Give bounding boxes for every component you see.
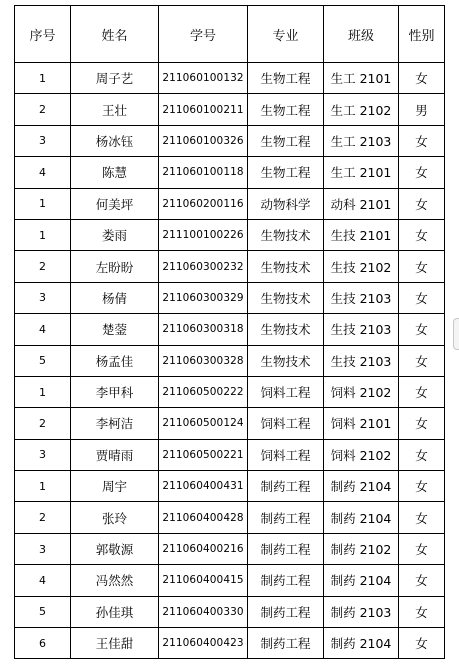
table-row xyxy=(15,188,445,219)
cell-gender: 女 xyxy=(399,345,445,376)
cell-index: 3 xyxy=(15,282,71,313)
cell-class: 生技 2101 xyxy=(324,219,399,250)
cell-major: 生物工程 xyxy=(248,125,324,156)
cell-student-id: 211060400431 xyxy=(159,471,248,502)
cell-name: 娄雨 xyxy=(71,219,159,250)
cell-major: 生物工程 xyxy=(248,94,324,125)
cell-student-id: 211060100132 xyxy=(159,63,248,94)
cell-gender: 女 xyxy=(399,314,445,345)
cell-name: 陈慧 xyxy=(71,157,159,188)
table-row xyxy=(15,502,445,533)
cell-class: 生工 2102 xyxy=(324,94,399,125)
cell-name: 张玲 xyxy=(71,502,159,533)
header-student-id: 学号 xyxy=(159,6,248,63)
cell-student-id: 211060400428 xyxy=(159,502,248,533)
cell-name: 周宇 xyxy=(71,471,159,502)
cell-major: 生物技术 xyxy=(248,345,324,376)
cell-major: 生物技术 xyxy=(248,251,324,282)
table-row xyxy=(15,251,445,282)
cell-student-id: 211060500222 xyxy=(159,376,248,407)
cell-name: 孙佳琪 xyxy=(71,596,159,627)
cell-index: 3 xyxy=(15,439,71,470)
cell-gender: 女 xyxy=(399,502,445,533)
cell-student-id: 211060300232 xyxy=(159,251,248,282)
table-row xyxy=(15,63,445,94)
cell-index: 1 xyxy=(15,219,71,250)
table-row xyxy=(15,282,445,313)
cell-name: 楚蓥 xyxy=(71,314,159,345)
cell-gender: 女 xyxy=(399,471,445,502)
cell-index: 5 xyxy=(15,345,71,376)
scroll-edge-handle[interactable] xyxy=(453,318,459,350)
cell-student-id: 211060400423 xyxy=(159,628,248,659)
cell-student-id: 211100100226 xyxy=(159,219,248,250)
cell-name: 杨倩 xyxy=(71,282,159,313)
cell-student-id: 211060300329 xyxy=(159,282,248,313)
cell-gender: 女 xyxy=(399,565,445,596)
cell-class: 制药 2104 xyxy=(324,471,399,502)
cell-index: 5 xyxy=(15,596,71,627)
cell-name: 王佳甜 xyxy=(71,628,159,659)
cell-index: 2 xyxy=(15,408,71,439)
table-row xyxy=(15,471,445,502)
cell-student-id: 211060400216 xyxy=(159,533,248,564)
cell-major: 制药工程 xyxy=(248,471,324,502)
cell-index: 4 xyxy=(15,314,71,345)
cell-class: 生技 2102 xyxy=(324,251,399,282)
cell-major: 生物技术 xyxy=(248,219,324,250)
student-table xyxy=(14,5,445,659)
cell-major: 饲料工程 xyxy=(248,439,324,470)
cell-major: 生物工程 xyxy=(248,157,324,188)
cell-gender: 女 xyxy=(399,533,445,564)
cell-class: 生技 2103 xyxy=(324,282,399,313)
cell-major: 制药工程 xyxy=(248,628,324,659)
cell-gender: 女 xyxy=(399,188,445,219)
table-row xyxy=(15,219,445,250)
table-row xyxy=(15,596,445,627)
cell-name: 杨孟佳 xyxy=(71,345,159,376)
cell-index: 2 xyxy=(15,251,71,282)
cell-index: 4 xyxy=(15,157,71,188)
cell-index: 1 xyxy=(15,471,71,502)
cell-major: 生物技术 xyxy=(248,314,324,345)
cell-gender: 女 xyxy=(399,63,445,94)
cell-name: 贾晴雨 xyxy=(71,439,159,470)
cell-name: 王壮 xyxy=(71,94,159,125)
cell-class: 制药 2104 xyxy=(324,565,399,596)
cell-gender: 女 xyxy=(399,125,445,156)
cell-name: 何美坪 xyxy=(71,188,159,219)
cell-name: 冯然然 xyxy=(71,565,159,596)
cell-index: 1 xyxy=(15,376,71,407)
header-major: 专业 xyxy=(248,6,324,63)
cell-class: 制药 2102 xyxy=(324,533,399,564)
cell-class: 饲料 2101 xyxy=(324,408,399,439)
cell-name: 郭敬源 xyxy=(71,533,159,564)
header-name: 姓名 xyxy=(71,6,159,63)
cell-major: 生物工程 xyxy=(248,63,324,94)
cell-class: 制药 2103 xyxy=(324,596,399,627)
cell-name: 李甲科 xyxy=(71,376,159,407)
cell-index: 3 xyxy=(15,125,71,156)
cell-major: 制药工程 xyxy=(248,565,324,596)
header-gender: 性别 xyxy=(399,6,445,63)
cell-student-id: 211060500221 xyxy=(159,439,248,470)
cell-index: 6 xyxy=(15,628,71,659)
cell-class: 制药 2104 xyxy=(324,502,399,533)
cell-class: 制药 2104 xyxy=(324,628,399,659)
cell-major: 饲料工程 xyxy=(248,408,324,439)
cell-gender: 女 xyxy=(399,628,445,659)
table-row xyxy=(15,345,445,376)
cell-student-id: 211060300328 xyxy=(159,345,248,376)
cell-class: 生技 2103 xyxy=(324,345,399,376)
cell-index: 1 xyxy=(15,63,71,94)
cell-gender: 女 xyxy=(399,439,445,470)
cell-class: 饲料 2102 xyxy=(324,439,399,470)
cell-gender: 女 xyxy=(399,596,445,627)
cell-student-id: 211060400330 xyxy=(159,596,248,627)
cell-name: 李柯洁 xyxy=(71,408,159,439)
table-row xyxy=(15,628,445,659)
table-row xyxy=(15,533,445,564)
cell-index: 4 xyxy=(15,565,71,596)
cell-student-id: 211060400415 xyxy=(159,565,248,596)
cell-index: 3 xyxy=(15,533,71,564)
table-row xyxy=(15,125,445,156)
cell-student-id: 211060100118 xyxy=(159,157,248,188)
cell-gender: 女 xyxy=(399,251,445,282)
table-row xyxy=(15,157,445,188)
cell-index: 2 xyxy=(15,94,71,125)
cell-student-id: 211060500124 xyxy=(159,408,248,439)
cell-student-id: 211060300318 xyxy=(159,314,248,345)
table-body xyxy=(15,63,445,659)
cell-major: 制药工程 xyxy=(248,502,324,533)
cell-major: 动物科学 xyxy=(248,188,324,219)
cell-class: 动科 2101 xyxy=(324,188,399,219)
cell-gender: 女 xyxy=(399,376,445,407)
table-row xyxy=(15,94,445,125)
cell-name: 周子艺 xyxy=(71,63,159,94)
cell-student-id: 211060200116 xyxy=(159,188,248,219)
cell-index: 2 xyxy=(15,502,71,533)
cell-major: 制药工程 xyxy=(248,533,324,564)
cell-gender: 女 xyxy=(399,282,445,313)
table-header-row xyxy=(15,6,445,63)
header-class: 班级 xyxy=(324,6,399,63)
table-row xyxy=(15,376,445,407)
cell-major: 制药工程 xyxy=(248,596,324,627)
cell-name: 杨冰钰 xyxy=(71,125,159,156)
table-row xyxy=(15,314,445,345)
cell-gender: 男 xyxy=(399,94,445,125)
table-row xyxy=(15,565,445,596)
cell-gender: 女 xyxy=(399,408,445,439)
cell-major: 饲料工程 xyxy=(248,376,324,407)
table-row xyxy=(15,439,445,470)
cell-major: 生物技术 xyxy=(248,282,324,313)
cell-index: 1 xyxy=(15,188,71,219)
cell-class: 生工 2101 xyxy=(324,157,399,188)
cell-student-id: 211060100326 xyxy=(159,125,248,156)
table-row xyxy=(15,408,445,439)
cell-class: 生工 2101 xyxy=(324,63,399,94)
student-table-container xyxy=(14,5,445,659)
cell-class: 生技 2103 xyxy=(324,314,399,345)
header-index: 序号 xyxy=(15,6,71,63)
cell-student-id: 211060100211 xyxy=(159,94,248,125)
cell-name: 左盼盼 xyxy=(71,251,159,282)
cell-gender: 女 xyxy=(399,219,445,250)
cell-class: 生工 2103 xyxy=(324,125,399,156)
cell-gender: 女 xyxy=(399,157,445,188)
cell-class: 饲料 2102 xyxy=(324,376,399,407)
